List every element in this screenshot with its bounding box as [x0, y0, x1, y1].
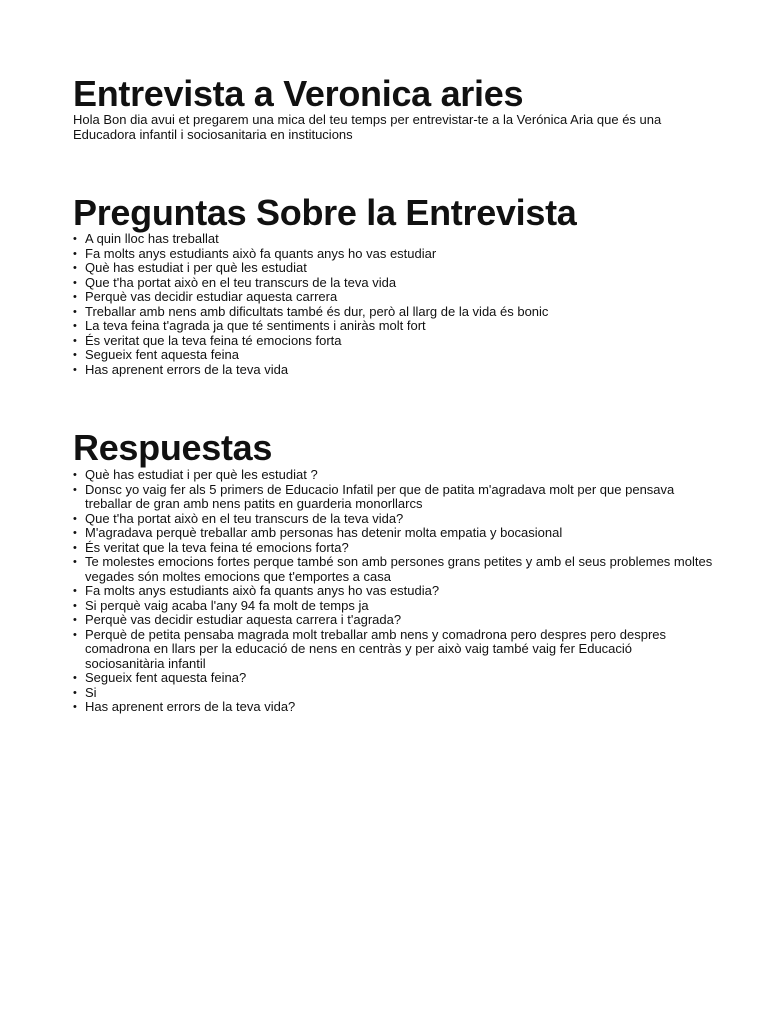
list-item: • Perquè vas decidir estudiar aquesta carrera i t'agrada?: [73, 613, 713, 628]
list-item: • M'agradava perquè treballar amb personas has detenir molta empatia y bocasional: [73, 526, 713, 541]
document-title: Entrevista a Veronica aries: [73, 73, 524, 114]
answers-list: [73, 468, 713, 715]
questions-heading: Preguntas Sobre la Entrevista: [73, 192, 577, 233]
list-item: • Si perquè vaig acaba l'any 94 fa molt de temps ja: [73, 599, 713, 614]
list-item: • Perquè vas decidir estudiar aquesta carrera: [73, 290, 713, 305]
list-item: • Donsc yo vaig fer als 5 primers de Educacio Infatil per que de patita m'agradava molt per que pensava treballar de gran amb nens patits en guarderia monorllarcs: [73, 483, 713, 512]
list-item: • Perquè de petita pensaba magrada molt treballar amb nens y comadrona pero despres pero despres comadrona en llars per la educació de nens en centràs y per això vaig també vaig fer Educació sociosanitària infantil: [73, 628, 713, 672]
list-item: • És veritat que la teva feina té emocions forta?: [73, 541, 713, 556]
list-item: • Has aprenent errors de la teva vida: [73, 363, 713, 378]
list-item: • Que t'ha portat això en el teu transcurs de la teva vida: [73, 276, 713, 291]
list-item: • A quin lloc has treballat: [73, 232, 713, 247]
list-item: • Has aprenent errors de la teva vida?: [73, 700, 713, 715]
questions-list: [73, 232, 713, 377]
list-item: • És veritat que la teva feina té emocions forta: [73, 334, 713, 349]
list-item: • Treballar amb nens amb dificultats també és dur, però al llarg de la vida és bonic: [73, 305, 713, 320]
list-item: • Segueix fent aquesta feina?: [73, 671, 713, 686]
list-item: • Que t'ha portat això en el teu transcurs de la teva vida?: [73, 512, 713, 527]
list-item: • Fa molts anys estudiants això fa quants anys ho vas estudiar: [73, 247, 713, 262]
list-item: • Què has estudiat i per què les estudiat: [73, 261, 713, 276]
list-item: • Segueix fent aquesta feina: [73, 348, 713, 363]
list-item: • Te molestes emocions fortes perque també son amb persones grans petites y amb el seus problemes moltes vegades són moltes emocions que t'emportes a casa: [73, 555, 713, 584]
answers-heading: Respuestas: [73, 427, 273, 468]
list-item: • La teva feina t'agrada ja que té sentiments i aniràs molt fort: [73, 319, 713, 334]
list-item: • Què has estudiat i per què les estudiat ?: [73, 468, 713, 483]
list-item: • Fa molts anys estudiants això fa quants anys ho vas estudia?: [73, 584, 713, 599]
intro-paragraph: Hola Bon dia avui et pregarem una mica del teu temps per entrevistar-te a la Verónica Aria que és una Educadora infantil i sociosanitaria en institucions: [73, 112, 662, 142]
list-item: • Si: [73, 686, 713, 701]
